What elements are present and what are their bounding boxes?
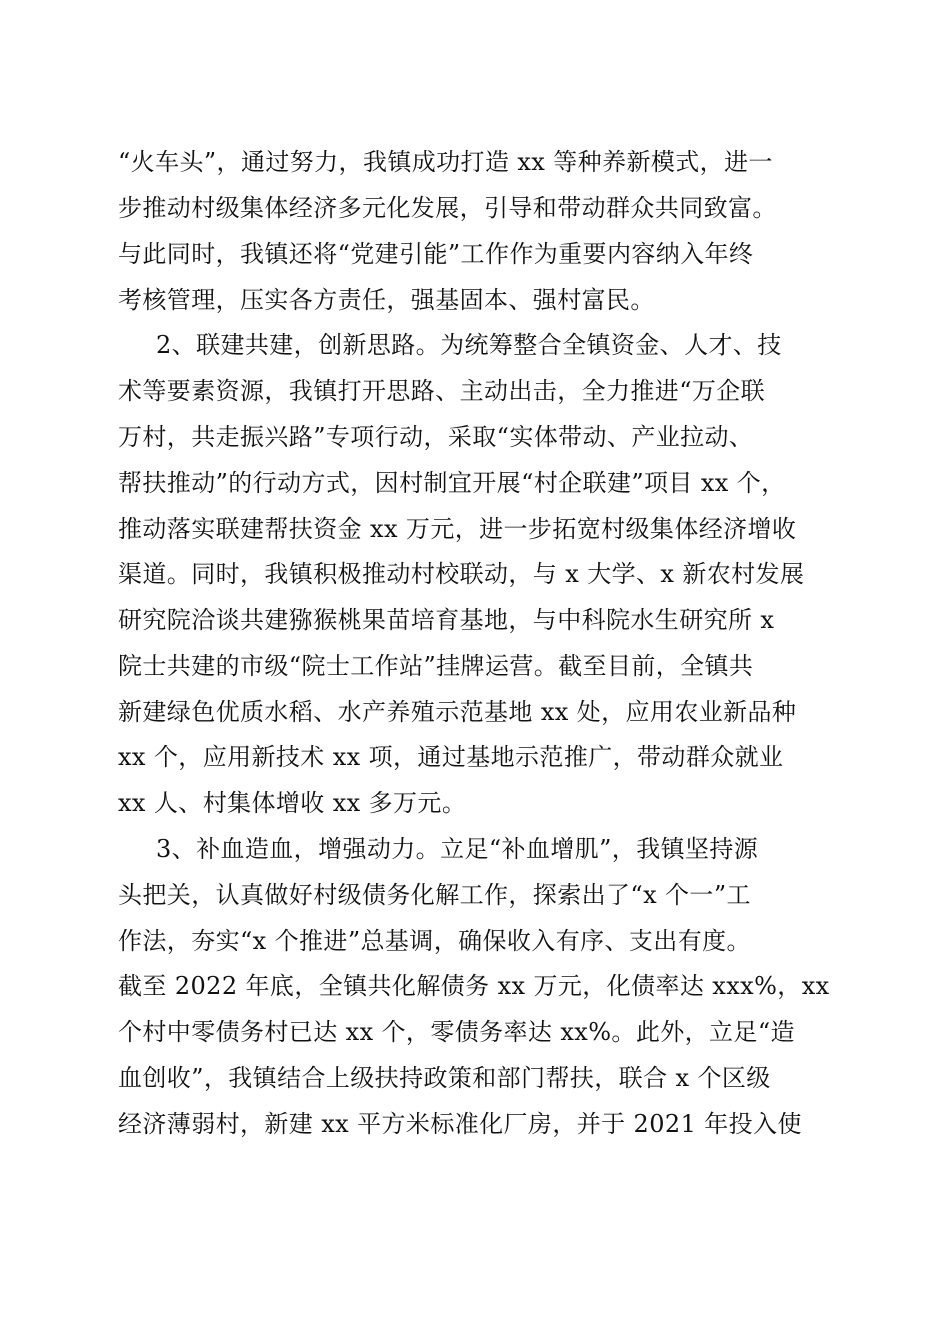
text-line: 个村中零债务村已达 xx 个，零债务率达 xx%。此外，立足“造 (118, 1018, 795, 1046)
text-line: 推动落实联建帮扶资金 xx 万元，进一步拓宽村级集体经济增收 (118, 515, 797, 543)
text-line: 截至 2022 年底，全镇共化解债务 xx 万元，化债率达 xxx%，xx (118, 972, 830, 1000)
text-line: 经济薄弱村，新建 xx 平方米标准化厂房，并于 2021 年投入使 (118, 1110, 802, 1138)
text-line: 院士共建的市级“院士工作站”挂牌运营。截至目前，全镇共 (118, 652, 754, 680)
text-line: 考核管理，压实各方责任，强基固本、强村富民。 (118, 286, 655, 314)
text-line: 帮扶推动”的行动方式，因村制宜开展“村企联建”项目 xx 个， (118, 469, 786, 497)
paragraph-3-first-line: 3、补血造血，增强动力。立足“补血增肌”，我镇坚持源 (156, 835, 759, 863)
text-line: xx 个，应用新技术 xx 项，通过基地示范推广，带动群众就业 (118, 743, 784, 771)
text-line: 头把关，认真做好村级债务化解工作，探索出了“x 个一”工 (118, 881, 751, 909)
text-line: 血创收”，我镇结合上级扶持政策和部门帮扶，联合 x 个区级 (118, 1064, 771, 1092)
text-line: 与此同时，我镇还将“党建引能”工作作为重要内容纳入年终 (118, 240, 754, 268)
text-line: 术等要素资源，我镇打开思路、主动出击，全力推进“万企联 (118, 377, 766, 405)
text-line: xx 人、村集体增收 xx 多万元。 (118, 789, 467, 817)
text-line: 研究院洽谈共建猕猴桃果苗培育基地，与中科院水生研究所 x (118, 606, 775, 634)
text-line: “火车头”，通过努力，我镇成功打造 xx 等种养新模式，进一 (118, 148, 773, 176)
text-line: 渠道。同时，我镇积极推动村校联动，与 x 大学、x 新农村发展 (118, 560, 805, 588)
paragraph-2-first-line: 2、联建共建，创新思路。为统筹整合全镇资金、人才、技 (156, 331, 782, 359)
text-line: 万村，共走振兴路”专项行动，采取“实体带动、产业拉动、 (118, 423, 754, 451)
text-line: 作法，夯实“x 个推进”总基调，确保收入有序、支出有度。 (118, 927, 751, 955)
text-line: 新建绿色优质水稻、水产养殖示范基地 xx 处，应用农业新品种 (118, 698, 797, 726)
text-line: 步推动村级集体经济多元化发展，引导和带动群众共同致富。 (118, 194, 777, 222)
